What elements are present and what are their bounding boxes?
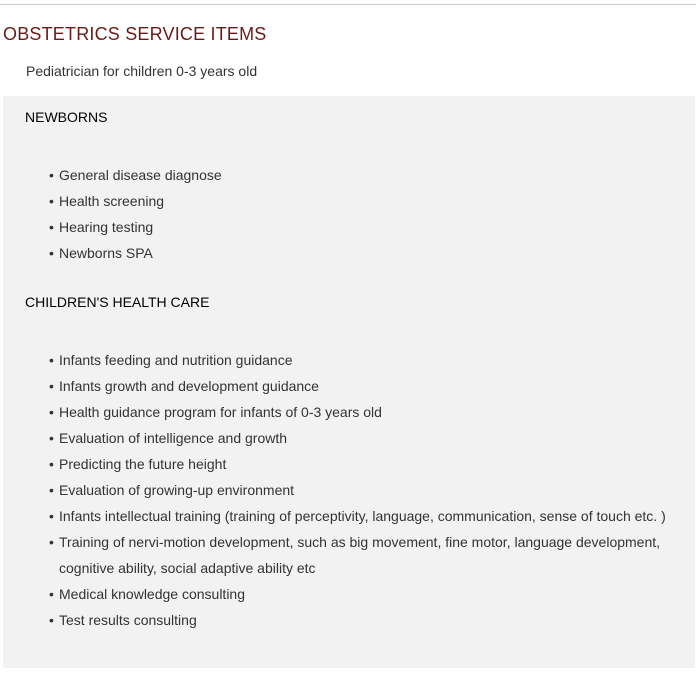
page-subtitle: Pediatrician for children 0-3 years old [26, 63, 258, 79]
list-item-text: Health screening [59, 193, 165, 209]
list-item [49, 425, 689, 451]
list-item [49, 581, 689, 607]
list-item-text: Test results consulting [59, 612, 197, 628]
section-heading-newborns: NEWBORNS [25, 109, 108, 125]
list-item [49, 477, 689, 503]
list-item-text: Training of nervi-motion development, such as big movement, fine motor, language development, [59, 534, 661, 550]
service-panel [3, 96, 695, 668]
list-item-text: Evaluation of growing-up environment [59, 482, 295, 498]
list-item-text: Infants growth and development guidance [59, 378, 319, 394]
list-item-text: Medical knowledge consulting [59, 586, 245, 602]
bullet-icon: • [49, 378, 54, 394]
list-item [49, 503, 689, 529]
bullet-icon: • [49, 404, 54, 420]
bullet-icon: • [49, 193, 54, 209]
bullet-icon: • [49, 508, 54, 524]
list-item [49, 529, 689, 581]
bullet-icon: • [49, 167, 54, 183]
list-item-text: Infants feeding and nutrition guidance [59, 352, 293, 368]
bullet-icon: • [49, 586, 54, 602]
bullet-icon: • [49, 482, 54, 498]
list-item [49, 347, 689, 373]
bullet-icon: • [49, 352, 54, 368]
list-item [49, 451, 689, 477]
list-item-text: Hearing testing [59, 219, 154, 235]
top-divider [0, 4, 696, 5]
list-item-text: Infants intellectual training (training of perceptivity, language, communication, sense of touch etc. ) [59, 508, 666, 524]
section-heading-childrens-health-care: CHILDREN'S HEALTH CARE [25, 294, 210, 310]
list-item [49, 399, 689, 425]
bullet-icon: • [49, 534, 54, 550]
bullet-icon: • [49, 245, 54, 261]
list-item-text: Predicting the future height [59, 456, 227, 472]
bullet-icon: • [49, 430, 54, 446]
newborns-list [49, 162, 689, 266]
page-title: OBSTETRICS SERVICE ITEMS [3, 24, 267, 44]
bullet-icon: • [49, 456, 54, 472]
list-item [49, 162, 689, 188]
list-item [49, 214, 689, 240]
list-item-text-continuation: cognitive ability, social adaptive ability etc [59, 560, 316, 576]
list-item [49, 240, 689, 266]
bullet-icon: • [49, 219, 54, 235]
bullet-icon: • [49, 612, 54, 628]
list-item-text: Health guidance program for infants of 0-3 years old [59, 404, 382, 420]
list-item-text: Evaluation of intelligence and growth [59, 430, 288, 446]
childrens-health-care-list [49, 347, 689, 633]
list-item [49, 373, 689, 399]
list-item-text: General disease diagnose [59, 167, 222, 183]
list-item [49, 607, 689, 633]
list-item [49, 188, 689, 214]
list-item-text: Newborns SPA [59, 245, 153, 261]
